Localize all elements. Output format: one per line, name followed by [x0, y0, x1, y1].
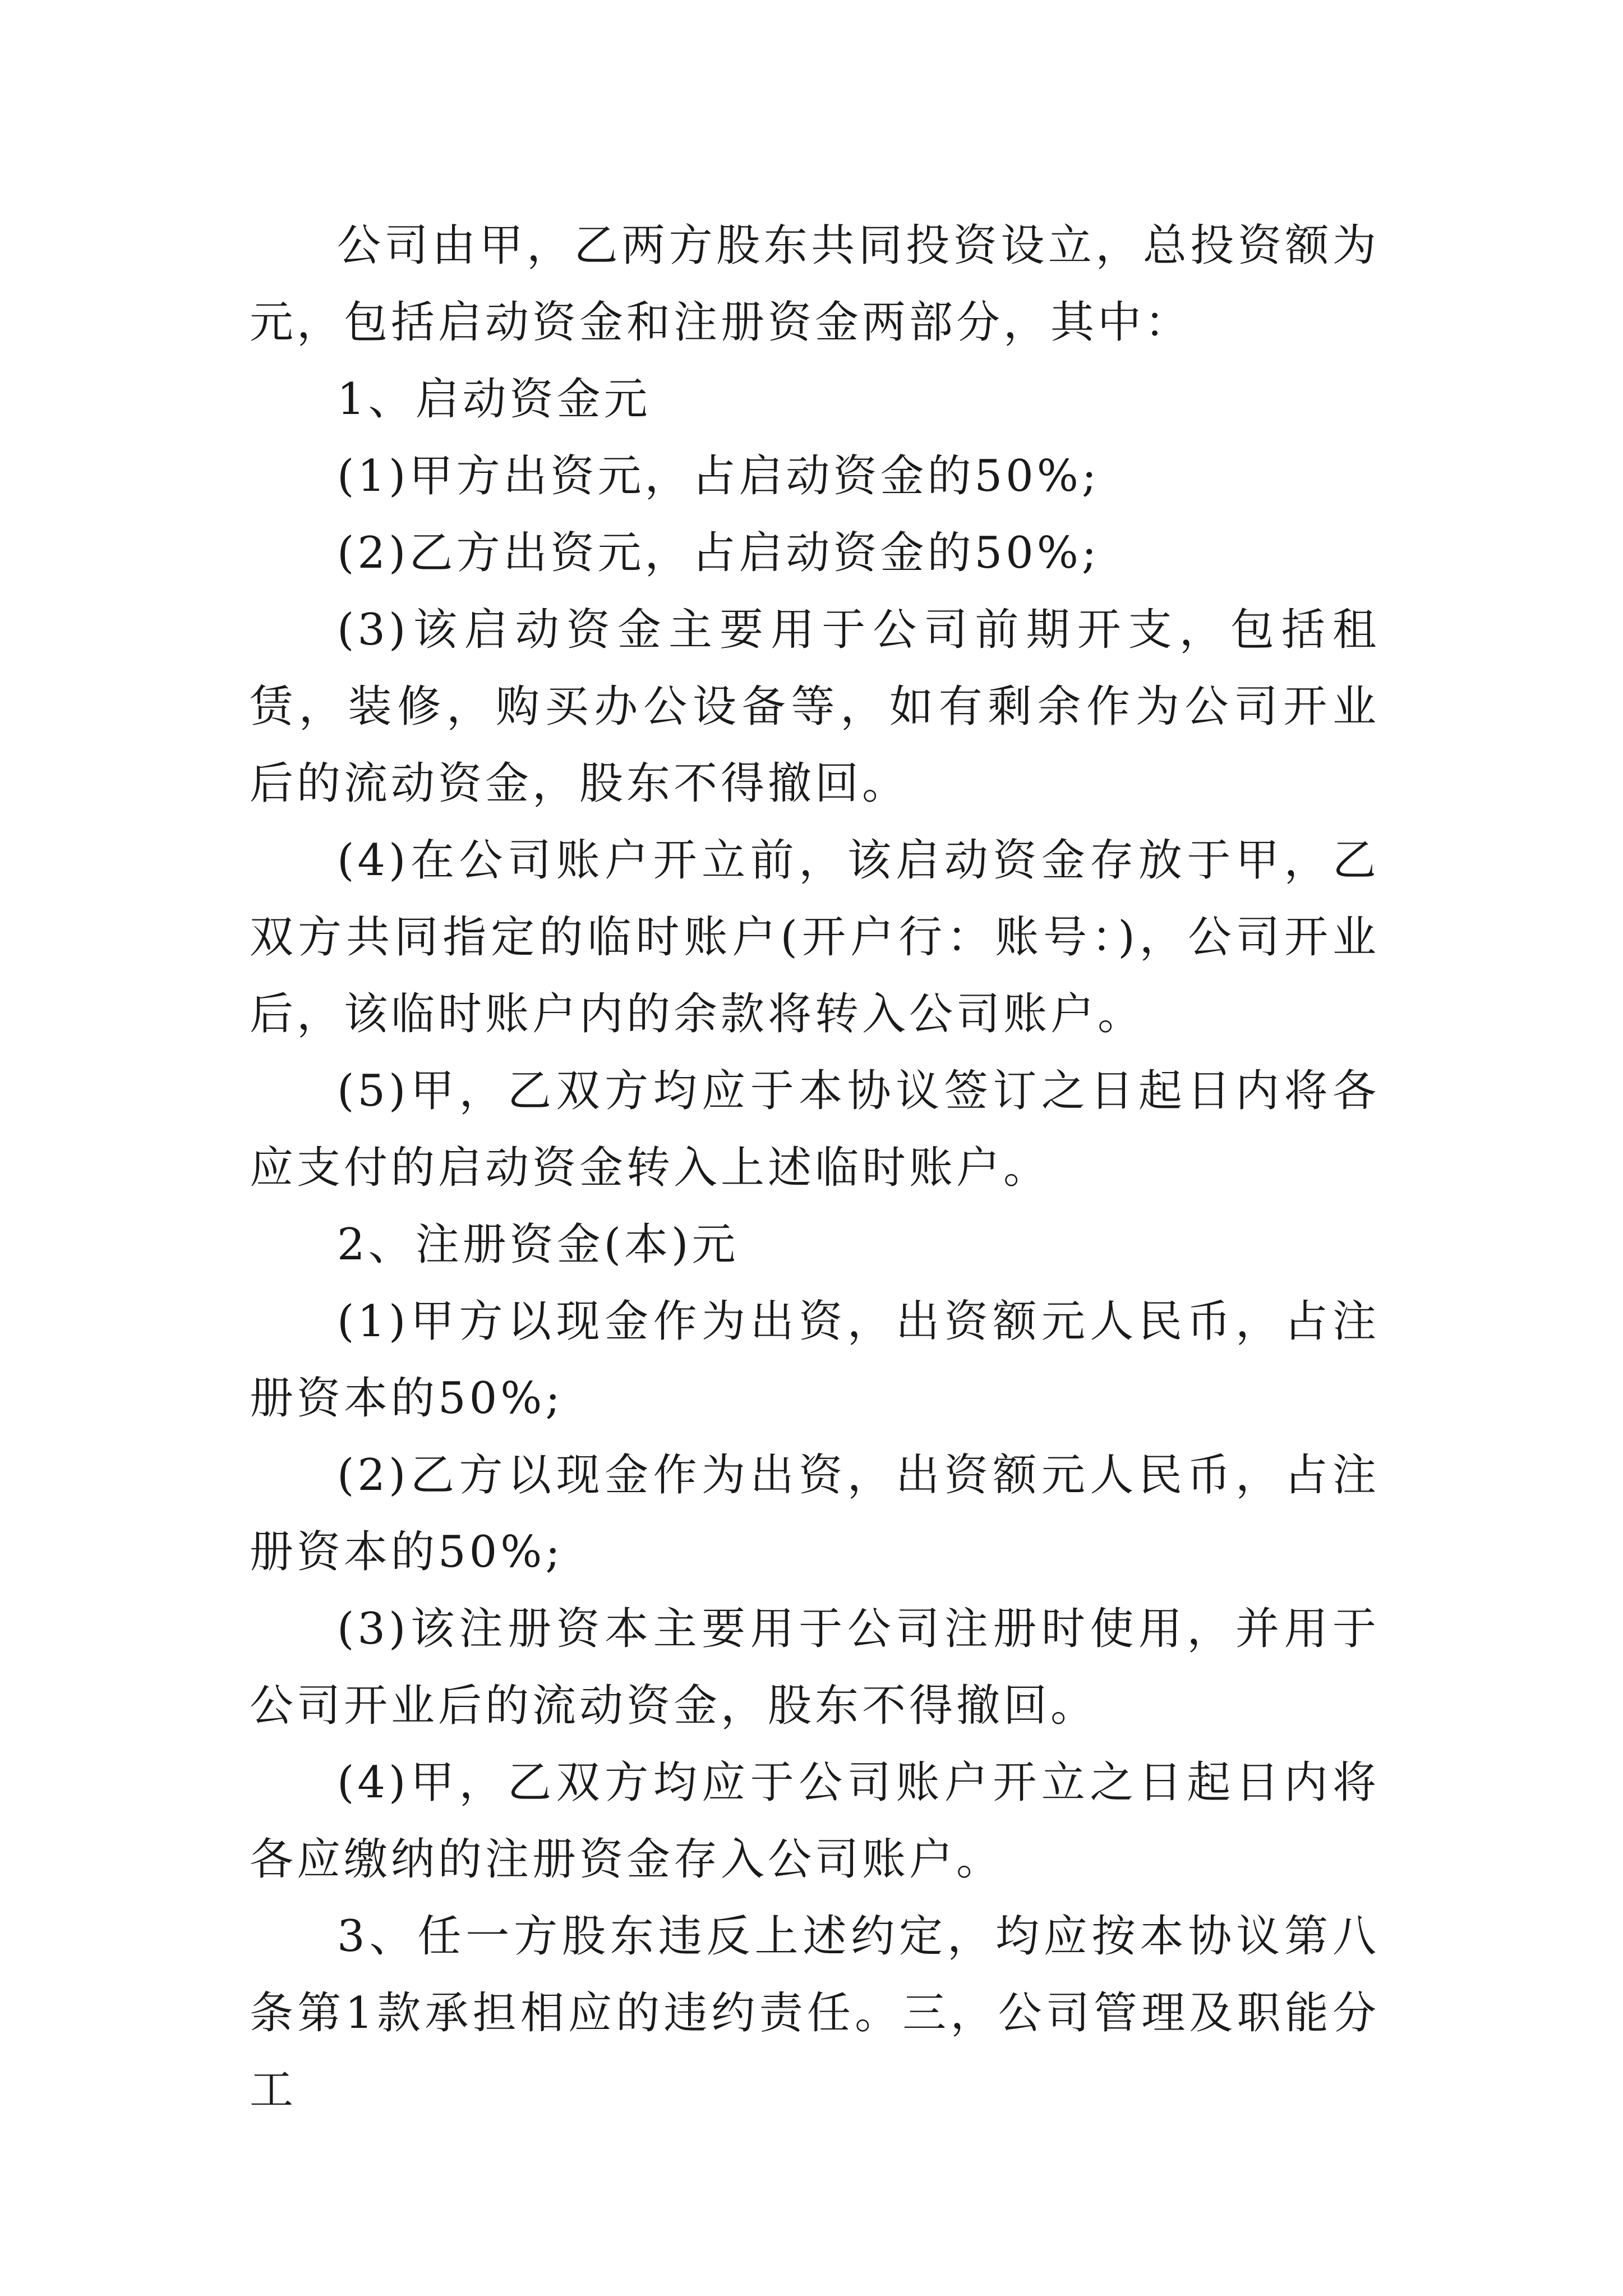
paragraph-startup-party-b: (2)乙方出资元，占启动资金的50%; — [337, 528, 1100, 578]
paragraph-registered-usage: (3)该注册资本主要用于公司注册时使用，并用于公司开业后的流动资金，股东不得撤回。 — [250, 1604, 1380, 1731]
paragraph-registered-capital-heading: 2、注册资金(本)元 — [337, 1220, 739, 1270]
paragraph-startup-transfer: (5)甲，乙双方均应于本协议签订之日起日内将各应支付的启动资金转入上述临时账户。 — [250, 1066, 1380, 1193]
paragraph-registered-party-a: (1)甲方以现金作为出资，出资额元人民币，占注册资本的50%; — [250, 1296, 1380, 1424]
document-body — [250, 208, 1380, 2129]
paragraph-intro: 公司由甲，乙两方股东共同投资设立，总投资额为元，包括启动资金和注册资金两部分，其中： — [250, 220, 1380, 348]
paragraph-startup-capital-heading: 1、启动资金元 — [337, 374, 651, 425]
paragraph-startup-temp-account: (4)在公司账户开立前，该启动资金存放于甲，乙双方共同指定的临时账户(开户行：账号：)，公司开业后，该临时账户内的余款将转入公司账户。 — [250, 835, 1380, 1039]
paragraph-startup-usage: (3)该启动资金主要用于公司前期开支，包括租赁，装修，购买办公设备等，如有剩余作为公司开业后的流动资金，股东不得撤回。 — [250, 605, 1380, 809]
paragraph-registered-party-b: (2)乙方以现金作为出资，出资额元人民币，占注册资本的50%; — [250, 1450, 1380, 1577]
paragraph-breach-liability: 3、任一方股东违反上述约定，均应按本协议第八条第1款承担相应的违约责任。三，公司管理及职能分工 — [250, 1911, 1380, 2115]
paragraph-startup-party-a: (1)甲方出资元，占启动资金的50%; — [337, 451, 1100, 501]
paragraph-registered-deposit: (4)甲，乙双方均应于公司账户开立之日起日内将各应缴纳的注册资金存入公司账户。 — [250, 1757, 1380, 1885]
